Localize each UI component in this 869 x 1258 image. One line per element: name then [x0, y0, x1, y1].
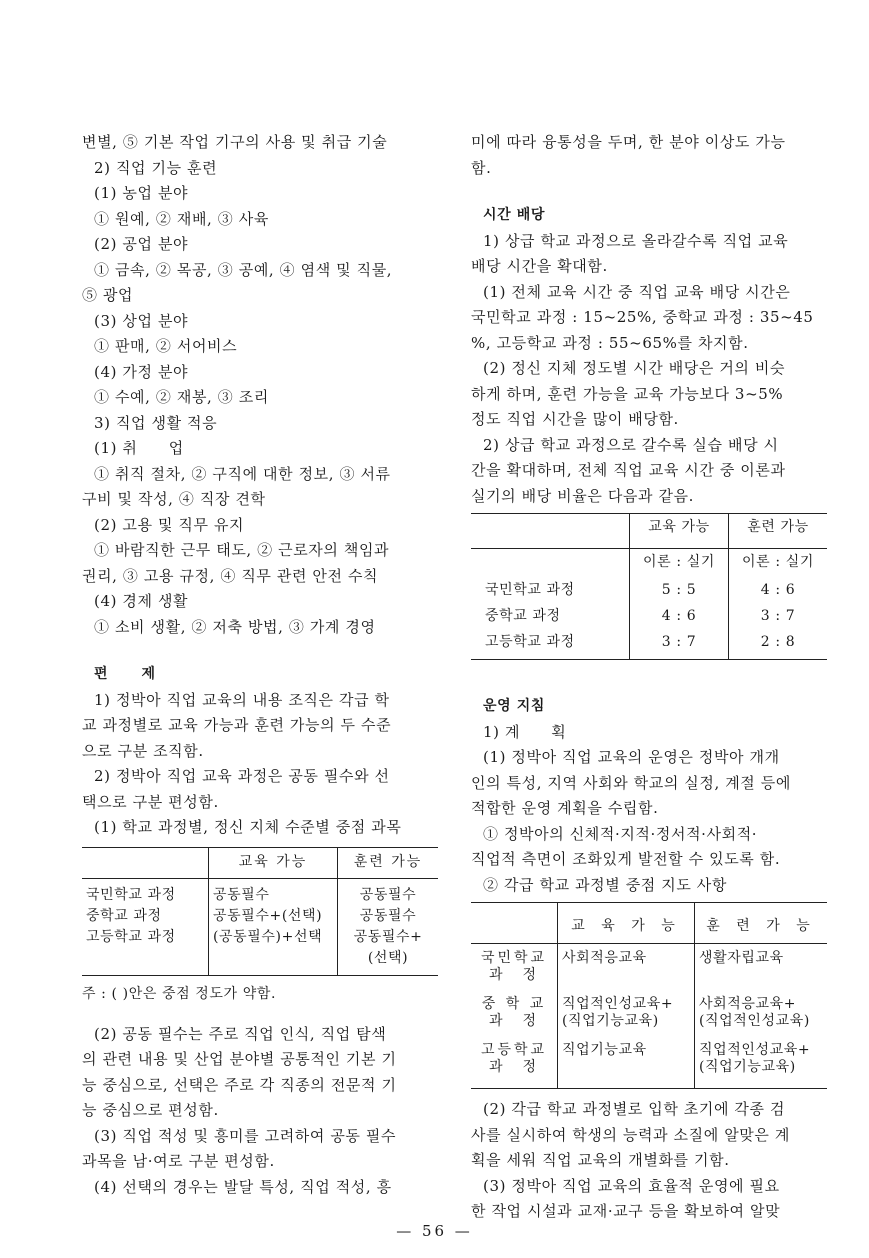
- text-line: (2) 고용 및 직무 유지: [94, 515, 245, 534]
- table-cell: 2 : 8: [729, 629, 828, 660]
- text-line: ① 정박아의 신체적·지적·정서적·사회적·: [483, 824, 758, 843]
- right-column: [471, 130, 827, 1225]
- text-line: (1) 학교 과정별, 정신 지체 수준별 중점 과목: [94, 818, 402, 836]
- table-cell: 5 : 5: [630, 577, 729, 603]
- section-heading-operation: 운영 지침: [483, 698, 545, 714]
- guidance-table: [471, 902, 827, 1089]
- left-top-text: [82, 130, 444, 640]
- table-cell: 중 학 교 과 정: [481, 996, 547, 1029]
- table-row: [82, 878, 438, 906]
- text-line: 의 관련 내용 및 산업 분야별 공통적인 기본 기: [82, 1050, 397, 1068]
- text-line: (1) 농업 분야: [94, 184, 189, 202]
- text-line: 권리, ③ 고용 규정, ④ 직무 관련 안전 수칙: [82, 566, 379, 585]
- table-row: [471, 603, 827, 629]
- text-line: 1) 정박아 직업 교육의 내용 조직은 각급 학: [94, 690, 390, 709]
- text-line: 1) 계 획: [483, 722, 567, 741]
- text-line: (1) 취 업: [94, 439, 184, 457]
- text-line: ② 각급 학교 과정별 중점 지도 사항: [483, 875, 727, 894]
- text-line: (2) 각급 학교 과정별로 입학 초기에 각종 검: [483, 1100, 786, 1118]
- table-header-cell: 교 육 가 능: [558, 903, 695, 944]
- table-row: [82, 927, 438, 976]
- table-cell: 사회적응교육: [558, 944, 695, 991]
- text-line: %, 고등학교 과정 : 55~65%를 차지함.: [471, 333, 749, 352]
- text-line: 인의 특성, 지역 사회와 학교의 실정, 계절 등에: [471, 773, 791, 792]
- table-subheader-row: [471, 549, 827, 578]
- text-line: (4) 선택의 경우는 발달 특성, 직업 적성, 흥: [94, 1177, 392, 1196]
- table-header-cell: [471, 903, 558, 944]
- table-cell: 고등학교 과 정: [480, 1042, 548, 1075]
- text-line: 한 작업 시설과 교재·교구 등을 확보하여 알맞: [471, 1202, 781, 1220]
- text-line: ① 판매, ② 서어비스: [94, 337, 238, 355]
- text-line: (4) 가정 분야: [94, 362, 189, 381]
- table-cell: 중학교 과정: [485, 608, 561, 624]
- table-row: [471, 629, 827, 660]
- text-line: 하게 하며, 훈련 가능을 교육 가능보다 3~5%: [471, 384, 784, 403]
- right-bottom-text: [471, 1097, 827, 1225]
- table-cell: 이론 : 실기: [729, 549, 828, 578]
- table-cell: [471, 549, 630, 578]
- text-line: ① 취직 절차, ② 구직에 대한 정보, ③ 서류: [94, 464, 391, 483]
- text-line: (2) 공동 필수는 주로 직업 인식, 직업 탐색: [94, 1024, 387, 1043]
- text-line: 과목을 남·여로 구분 편성함.: [82, 1152, 275, 1170]
- text-line: (2) 공업 분야: [94, 235, 189, 253]
- text-line: (4) 경제 생활: [94, 592, 189, 610]
- table-cell: (공동필수)+선택: [209, 927, 338, 976]
- left-column: [82, 130, 444, 1200]
- text-line: 사를 실시하여 학생의 능력과 소질에 알맞은 계: [471, 1125, 790, 1144]
- table-header-cell: 훈련 가능: [729, 514, 828, 549]
- table-header-cell: 훈련 가능: [338, 847, 439, 878]
- text-line: (3) 상업 분야: [94, 311, 189, 330]
- text-line: 실기의 배당 비율은 다음과 같음.: [471, 486, 695, 505]
- table-header-cell: 교육 가능: [630, 514, 729, 549]
- text-line: (2) 정신 지체 정도별 시간 배당은 거의 비슷: [483, 359, 786, 377]
- spacer: [82, 640, 444, 662]
- text-line: 능 중심으로 편성함.: [82, 1101, 219, 1119]
- table-cell: 국민학교 과 정: [480, 950, 548, 983]
- ratio-table: [471, 513, 827, 660]
- text-line: 직업적 측면이 조화있게 발전할 수 있도록 함.: [471, 850, 781, 868]
- text-line: (3) 정박아 직업 교육의 효율적 운영에 필요: [483, 1176, 780, 1195]
- table-cell: 3 : 7: [729, 603, 828, 629]
- text-line: 배당 시간을 확대함.: [471, 257, 608, 275]
- curriculum-table: [82, 847, 438, 976]
- section-heading-pyeonje: 편 제: [94, 666, 166, 682]
- table-cell: 직업기능교육: [558, 1036, 695, 1089]
- text-line: (1) 전체 교육 시간 중 직업 교육 배당 시간은: [483, 282, 791, 301]
- text-line: ① 바람직한 근무 태도, ② 근로자의 책임과: [94, 541, 390, 559]
- table-cell: 국민학교 과정: [86, 886, 176, 903]
- table-cell: 공동필수: [338, 906, 439, 927]
- table-cell: 공동필수+ (선택): [338, 927, 439, 976]
- table-header-row: [471, 514, 827, 549]
- text-line: 택으로 구분 편성함.: [82, 792, 219, 811]
- text-line: 미에 따라 융통성을 두며, 한 분야 이상도 가능: [471, 133, 786, 151]
- left-mid-text: [82, 688, 444, 841]
- text-line: 함.: [471, 158, 492, 177]
- table-cell: 국민학교 과정: [485, 582, 575, 598]
- text-line: (1) 정박아 직업 교육의 운영은 정박아 개개: [483, 748, 780, 766]
- table-cell: 생활자립교육: [695, 944, 828, 991]
- table-header-cell: [471, 514, 630, 549]
- text-line: 획을 세워 직업 교육의 개별화를 기함.: [471, 1151, 730, 1169]
- text-line: 정도 직업 시간을 많이 배당함.: [471, 410, 679, 428]
- table-header-cell: [82, 847, 209, 878]
- table-cell: 공동필수+(선택): [209, 906, 338, 927]
- text-line: 교 과정별로 교육 가능과 훈련 가능의 두 수준: [82, 716, 392, 734]
- right-time-text: [471, 229, 827, 510]
- right-op-text: [471, 720, 827, 899]
- spacer: [471, 660, 827, 694]
- spacer: [82, 1008, 444, 1022]
- text-line: ① 수예, ② 재봉, ③ 조리: [94, 388, 269, 406]
- table-row: [82, 906, 438, 927]
- table-cell: 고등학교 과정: [485, 634, 575, 650]
- text-line: ① 금속, ② 목공, ③ 공예, ④ 염색 및 직물,: [94, 260, 393, 279]
- table-cell: 중학교 과정: [86, 907, 162, 924]
- table-note: 주 : ( )안은 중점 정도가 약함.: [82, 985, 277, 1002]
- text-line: 구비 및 작성, ④ 직장 견학: [82, 490, 266, 508]
- text-line: ① 원예, ② 재배, ③ 사육: [94, 209, 269, 228]
- table-cell: 고등학교 과정: [86, 928, 176, 945]
- spacer: [471, 181, 827, 203]
- text-line: 으로 구분 조직함.: [82, 741, 204, 760]
- text-line: (3) 직업 적성 및 흥미를 고려하여 공동 필수: [94, 1126, 397, 1145]
- text-line: 2) 정박아 직업 교육 과정은 공동 필수와 선: [94, 767, 390, 785]
- text-line: 3) 직업 생활 적응: [94, 413, 218, 432]
- table-header-row: [82, 847, 438, 878]
- table-cell: 사회적응교육+ (직업적인성교육): [695, 990, 828, 1036]
- page-number: — 56 —: [396, 1222, 473, 1240]
- text-line: 1) 상급 학교 과정으로 올라갈수록 직업 교육: [483, 231, 789, 250]
- text-line: 적합한 운영 계획을 수립함.: [471, 799, 659, 817]
- table-cell: 3 : 7: [630, 629, 729, 660]
- text-line: 능 중심으로, 선택은 주로 각 직종의 전문적 기: [82, 1075, 397, 1094]
- table-header-cell: 교육 가능: [209, 847, 338, 878]
- table-header-cell: 훈 련 가 능: [695, 903, 828, 944]
- table-cell: 직업적인성교육+ (직업기능교육): [695, 1036, 828, 1089]
- table-row: [471, 577, 827, 603]
- table-row: [471, 1036, 827, 1089]
- table-cell: 공동필수: [338, 878, 439, 906]
- text-line: 변별, ⑤ 기본 작업 기구의 사용 및 취급 기술: [82, 133, 388, 151]
- left-bottom-text: [82, 1022, 444, 1201]
- text-line: ⑤ 광업: [82, 286, 134, 304]
- table-cell: 4 : 6: [729, 577, 828, 603]
- section-heading-time: 시간 배당: [483, 207, 545, 223]
- table-cell: 4 : 6: [630, 603, 729, 629]
- table-cell: 이론 : 실기: [630, 549, 729, 578]
- table-cell: 공동필수: [209, 878, 338, 906]
- text-line: ① 소비 생활, ② 저축 방법, ③ 가계 경영: [94, 617, 376, 636]
- table-row: [471, 990, 827, 1036]
- table-row: [471, 944, 827, 991]
- text-line: 2) 직업 기능 훈련: [94, 158, 218, 177]
- text-line: 2) 상급 학교 과정으로 갈수록 실습 배당 시: [483, 435, 779, 454]
- text-line: 간을 확대하며, 전체 직업 교육 시간 중 이론과: [471, 461, 786, 479]
- table-cell: 직업적인성교육+ (직업기능교육): [558, 990, 695, 1036]
- table-header-row: [471, 903, 827, 944]
- text-line: 국민학교 과정 : 15~25%, 중학교 과정 : 35~45: [471, 308, 814, 326]
